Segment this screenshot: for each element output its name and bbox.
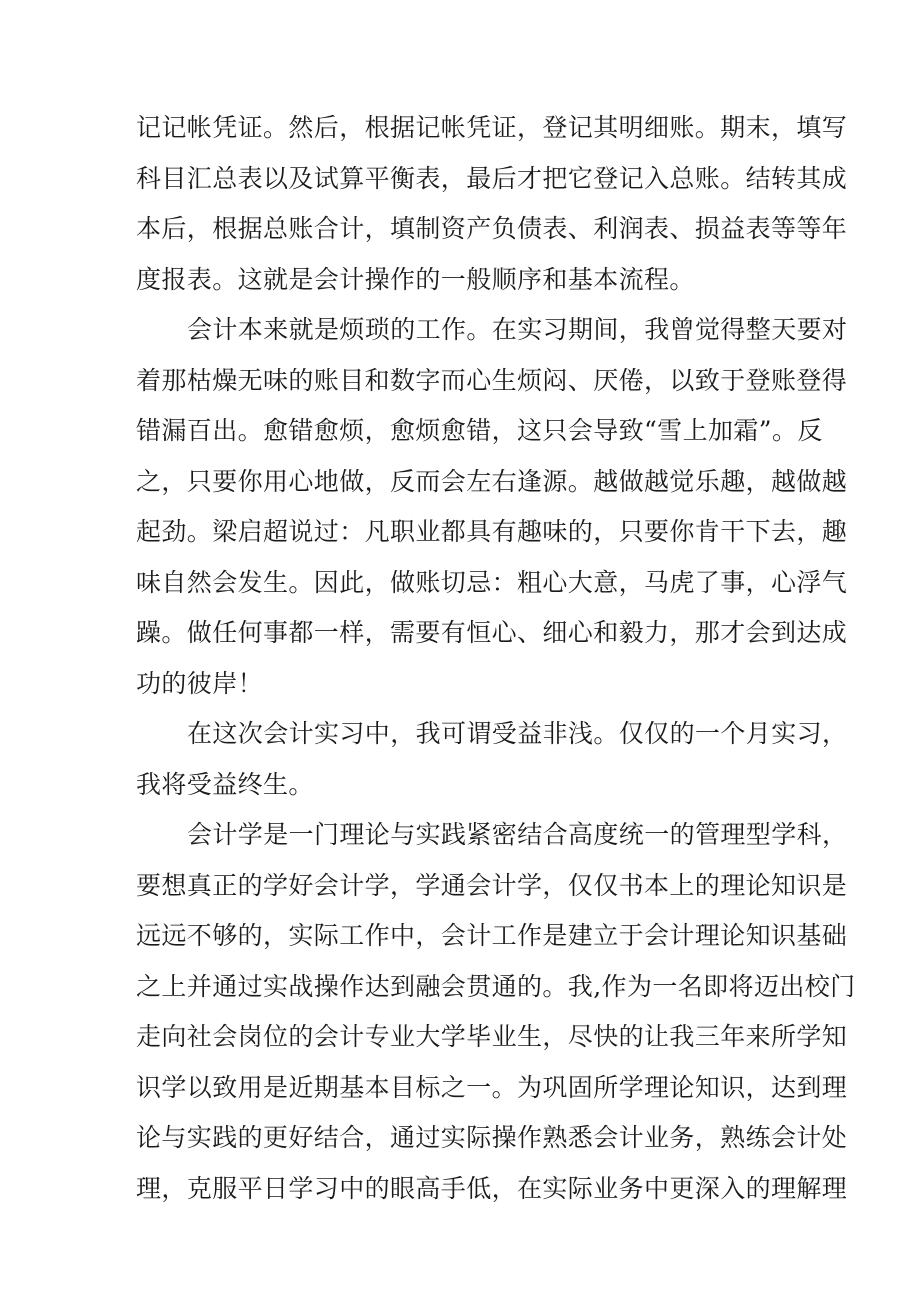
text-line: 理，克服平日学习中的眼高手低，在实际业务中更深入的理解理 [136,1173,848,1203]
paragraph-1 [136,103,848,305]
text-line: 度报表。这就是会计操作的一般顺序和基本流程。 [136,264,695,294]
text-line: 会计本来就是烦琐的工作。在实习期间，我曾觉得整天要对 [187,315,848,344]
text-line: 躁。做任何事都一样，需要有恒心、细心和毅力，那才会到达成 [136,618,848,647]
text-line: 之，只要你用心地做，反而会左右逢源。越做越觉乐趣，越做越 [136,466,848,496]
text-line: 着那枯燥无味的账目和数字而心生烦闷、厌倦，以致于登账登得 [136,365,848,395]
text-line: 之上并通过实战操作达到融会贯通的。我,作为一名即将迈出校门 [136,971,856,1001]
text-line: 记记帐凭证。然后，根据记帐凭证，登记其明细账。期末，填写 [136,113,848,142]
text-line: 识学以致用是近期基本目标之一。为巩固所学理论知识，达到理 [136,1072,848,1102]
text-line: 功的彼岸！ [136,668,264,698]
document-body [136,103,856,1214]
text-line: 本后，根据总账合计，填制资产负债表、利润表、损益表等等年 [136,214,848,243]
text-line: 走向社会岗位的会计专业大学毕业生，尽快的让我三年来所学知 [136,1022,848,1051]
text-line: 会计学是一门理论与实践紧密结合高度统一的管理型学科， [187,820,848,849]
text-line: 我将受益终生。 [136,769,314,799]
text-line: 在这次会计实习中，我可谓受益非浅。仅仅的一个月实习， [187,719,848,748]
text-line: 起劲。梁启超说过：凡职业都具有趣味的，只要你肯干下去，趣 [136,517,848,546]
text-line: 错漏百出。愈错愈烦，愈烦愈错，这只会导致“雪上加霜”。反 [136,416,823,445]
text-line: 要想真正的学好会计学，学通会计学，仅仅书本上的理论知识是 [136,870,848,900]
text-line: 科目汇总表以及试算平衡表，最后才把它登记入总账。结转其成 [136,163,848,193]
text-line: 味自然会发生。因此，做账切忌：粗心大意，马虎了事，心浮气 [136,567,848,597]
text-line: 论与实践的更好结合，通过实际操作熟悉会计业务，熟练会计处 [136,1123,848,1152]
paragraph-3 [136,709,848,810]
paragraph-2 [136,305,848,709]
paragraph-4 [136,810,856,1214]
text-line: 远远不够的，实际工作中，会计工作是建立于会计理论知识基础 [136,921,848,950]
